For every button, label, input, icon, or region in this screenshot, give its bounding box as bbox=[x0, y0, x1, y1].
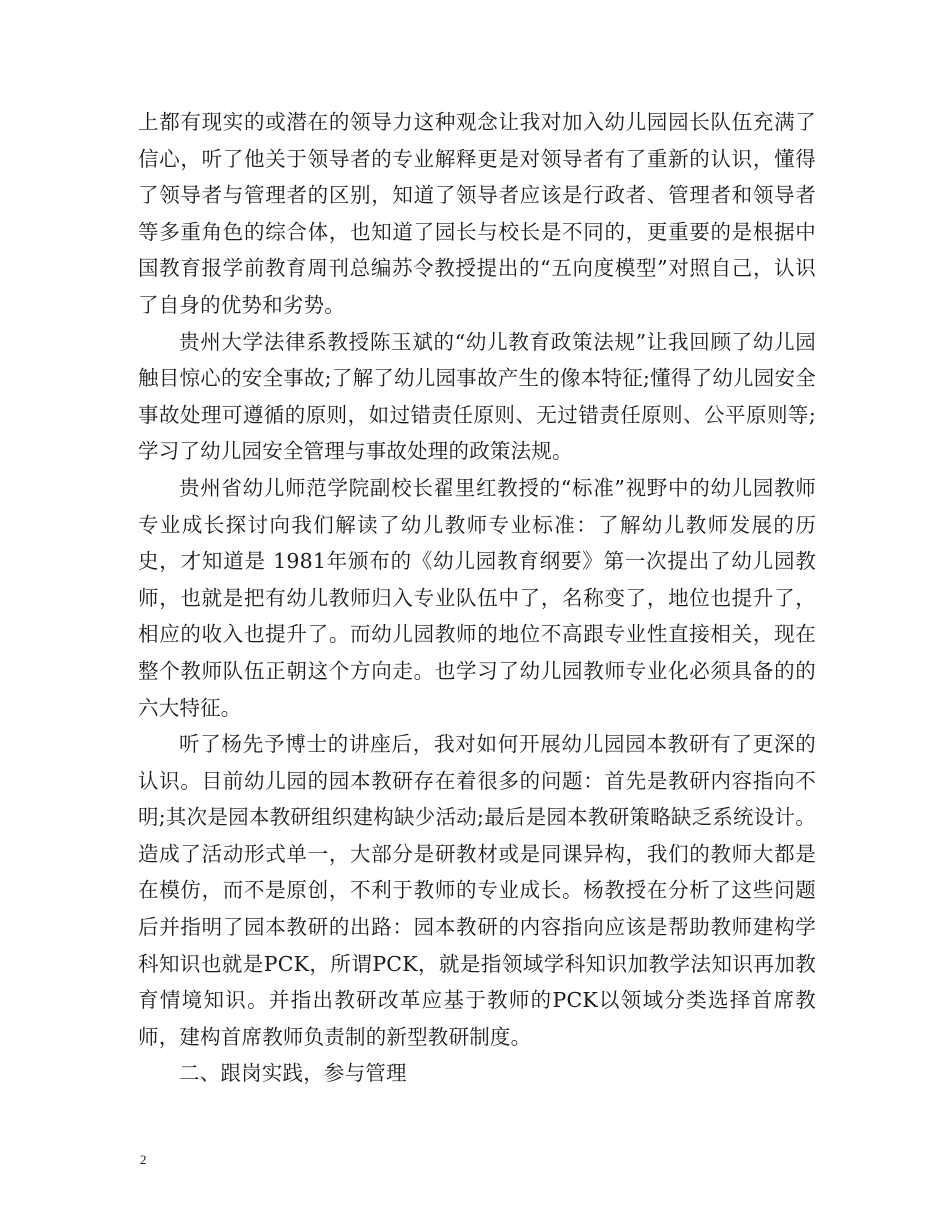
paragraph-continuation: 上都有现实的或潜在的领导力这种观念让我对加入幼儿园园长队伍充满了信心，听了他关于领导者的专业解释更是对领导者有了重新的认识，懂得了领导者与管理者的区别，知道了领导者应该是行政者、管理者和领导者等多重角色的综合体，也知道了园长与校长是不同的，更重要的是根据中国教育报学前教育周刊总编苏令教授提出的“五向度模型”对照自己，认识了自身的优势和劣势。 bbox=[138, 110, 816, 317]
paragraph-teacher-standards: 贵州省幼儿师范学院副校长翟里红教授的“标准”视野中的幼儿园教师专业成长探讨向我们解读了幼儿教师专业标准：了解幼儿教师发展的历史，才知道是 1981年颁布的《幼儿园教育纲要》第一次提出了幼儿园教师，也就是把有幼儿教师归入专业队伍中了，名称变了，地位也提升了，相应的收入也提升了。而幼儿园教师的地位不高跟专业性直接相关，现在整个教师队伍正朝这个方向走。也学习了幼儿园教师专业化必须具备的的六大特征。 bbox=[138, 475, 816, 720]
page-number: 2 bbox=[140, 1152, 147, 1167]
paragraph-school-based-research: 听了杨先予博士的讲座后，我对如何开展幼儿园园本教研有了更深的认识。目前幼儿园的园本教研存在着很多的问题：首先是教研内容指向不明;其次是园本教研组织建构缺少活动;最后是园本教研策略缺乏系统设计。造成了活动形式单一，大部分是研教材或是同课异构，我们的教师大都是在模仿，而不是原创，不利于教师的专业成长。杨教授在分析了这些问题后并指明了园本教研的出路：园本教研的内容指向应该是帮助教师建构学科知识也就是PCK，所谓PCK，就是指领域学科知识加教学法知识再加教育情境知识。并指出教研改革应基于教师的PCK以领域分类选择首席教师，建构首席教师负责制的新型教研制度。 bbox=[138, 732, 816, 1049]
document-body bbox=[138, 104, 816, 1092]
section-heading-practice: 二、跟岗实践，参与管理 bbox=[179, 1061, 407, 1086]
paragraph-policy-regulations: 贵州大学法律系教授陈玉斌的“幼儿教育政策法规”让我回顾了幼儿园触目惊心的安全事故;了解了幼儿园事故产生的像本特征;懂得了幼儿园安全事故处理可遵循的原则，如过错责任原则、无过错责任原则、公平原则等;学习了幼儿园安全管理与事故处理的政策法规。 bbox=[138, 329, 816, 464]
